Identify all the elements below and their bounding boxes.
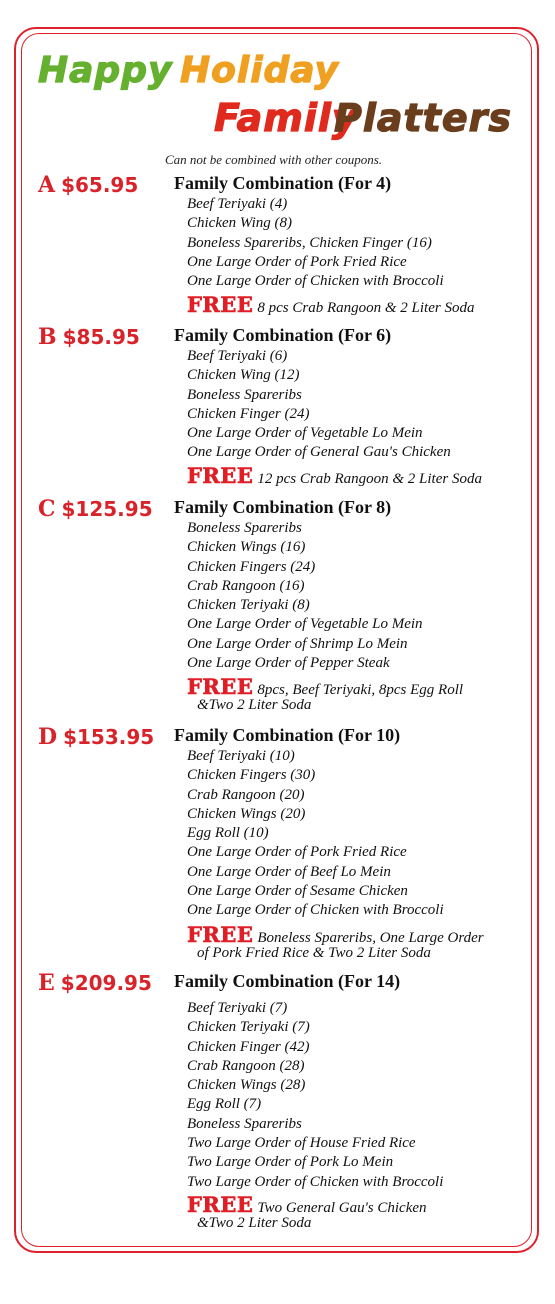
list-item: Beef Teriyaki (7)	[187, 1000, 288, 1016]
list-item: Chicken Wing (8)	[187, 215, 292, 232]
platter-letter: B	[38, 324, 57, 350]
list-item: Chicken Teriyaki (8)	[187, 597, 310, 614]
free-label: FREE	[187, 292, 254, 317]
platter-items	[187, 747, 444, 921]
free-offer-text: 12 pcs Crab Rangoon & 2 Liter Soda	[257, 471, 482, 487]
platter-e-price-tag	[38, 970, 152, 996]
list-item: Chicken Teriyaki (7)	[187, 1019, 310, 1036]
platter-letter: E	[38, 970, 55, 996]
platter-price: $65.95	[61, 173, 139, 197]
free-label: FREE	[187, 1192, 254, 1217]
list-item: One Large Order of Chicken with Broccoli	[187, 902, 444, 919]
list-item: One Large Order of Pork Fried Rice	[187, 253, 407, 270]
list-item: One Large Order of Shrimp Lo Mein	[187, 635, 408, 652]
platter-price: $85.95	[62, 325, 140, 349]
title-platters: Platters	[334, 96, 512, 140]
list-item: Crab Rangoon (16)	[187, 577, 305, 594]
platter-d-price-tag	[38, 724, 154, 750]
free-offer-continued: &Two 2 Liter Soda	[197, 697, 312, 713]
platter-a-price-tag	[38, 172, 138, 198]
list-item: Boneless Spareribs	[187, 520, 302, 536]
list-item: Chicken Wing (12)	[187, 367, 300, 384]
list-item: One Large Order of Beef Lo Mein	[187, 863, 391, 880]
free-offer-text: 8 pcs Crab Rangoon & 2 Liter Soda	[257, 300, 475, 316]
list-item: Chicken Finger (42)	[187, 1038, 310, 1055]
platter-letter: C	[38, 496, 56, 522]
list-item: Beef Teriyaki (10)	[187, 748, 295, 764]
free-offer-continued: &Two 2 Liter Soda	[197, 1215, 312, 1231]
coupon-note: Can not be combined with other coupons.	[165, 152, 383, 167]
title-holiday: Holiday	[180, 50, 339, 91]
platter-title: Family Combination (For 4)	[174, 173, 392, 193]
list-item: Boneless Spareribs	[187, 386, 302, 403]
list-item: One Large Order of General Gau's Chicken	[187, 444, 451, 461]
free-offer-text: 8pcs, Beef Teriyaki, 8pcs Egg Roll	[257, 682, 464, 698]
free-offer	[187, 463, 482, 488]
list-item: Chicken Wings (20)	[187, 805, 306, 822]
list-item: Beef Teriyaki (4)	[187, 196, 288, 212]
free-offer	[187, 1192, 427, 1217]
platter-c-price-tag	[38, 496, 153, 522]
free-offer	[187, 292, 474, 317]
list-item: Two Large Order of Chicken with Broccoli	[187, 1173, 444, 1190]
list-item: One Large Order of Vegetable Lo Mein	[187, 425, 423, 442]
platter-items	[187, 195, 444, 291]
free-label: FREE	[187, 674, 254, 699]
title-happy: Happy	[38, 50, 173, 91]
list-item: Two Large Order of House Fried Rice	[187, 1135, 416, 1152]
list-item: Two Large Order of Pork Lo Mein	[187, 1154, 394, 1171]
platter-title: Family Combination (For 14)	[174, 971, 401, 991]
list-item: Boneless Spareribs	[187, 1115, 302, 1132]
platter-items	[187, 999, 443, 1192]
platter-b-price-tag	[38, 324, 140, 350]
list-item: One Large Order of Sesame Chicken	[187, 883, 408, 900]
free-label: FREE	[187, 463, 254, 488]
list-item: One Large Order of Chicken with Broccoli	[187, 273, 444, 290]
platter-title: Family Combination (For 6)	[174, 325, 392, 345]
platter-title: Family Combination (For 10)	[174, 725, 401, 745]
list-item: Chicken Fingers (24)	[187, 558, 316, 575]
list-item: Chicken Wings (16)	[187, 539, 306, 556]
list-item: One Large Order of Vegetable Lo Mein	[187, 616, 423, 633]
list-item: Crab Rangoon (28)	[187, 1057, 305, 1074]
list-item: One Large Order of Pepper Steak	[187, 655, 390, 672]
platter-price: $209.95	[60, 971, 152, 995]
title-family: Family	[214, 96, 358, 140]
free-offer-text: Boneless Spareribs, One Large Order	[257, 930, 484, 946]
free-offer	[187, 922, 484, 947]
platter-title: Family Combination (For 8)	[174, 497, 392, 517]
list-item: Boneless Spareribs, Chicken Finger (16)	[187, 234, 432, 251]
platter-items	[187, 347, 451, 463]
list-item: Chicken Wings (28)	[187, 1077, 306, 1094]
platter-letter: A	[38, 172, 56, 198]
platter-items	[187, 519, 423, 673]
platter-letter: D	[38, 724, 58, 750]
free-offer	[187, 674, 463, 699]
free-offer-continued: of Pork Fried Rice & Two 2 Liter Soda	[197, 945, 431, 961]
list-item: One Large Order of Pork Fried Rice	[187, 844, 407, 861]
list-item: Beef Teriyaki (6)	[187, 348, 288, 364]
list-item: Egg Roll (10)	[187, 825, 269, 842]
platter-price: $125.95	[61, 497, 153, 521]
list-item: Egg Roll (7)	[187, 1096, 262, 1113]
list-item: Chicken Fingers (30)	[187, 767, 316, 784]
list-item: Crab Rangoon (20)	[187, 786, 305, 803]
free-label: FREE	[187, 922, 254, 947]
free-offer-text: Two General Gau's Chicken	[257, 1200, 427, 1216]
platter-price: $153.95	[63, 725, 155, 749]
list-item: Chicken Finger (24)	[187, 405, 310, 422]
